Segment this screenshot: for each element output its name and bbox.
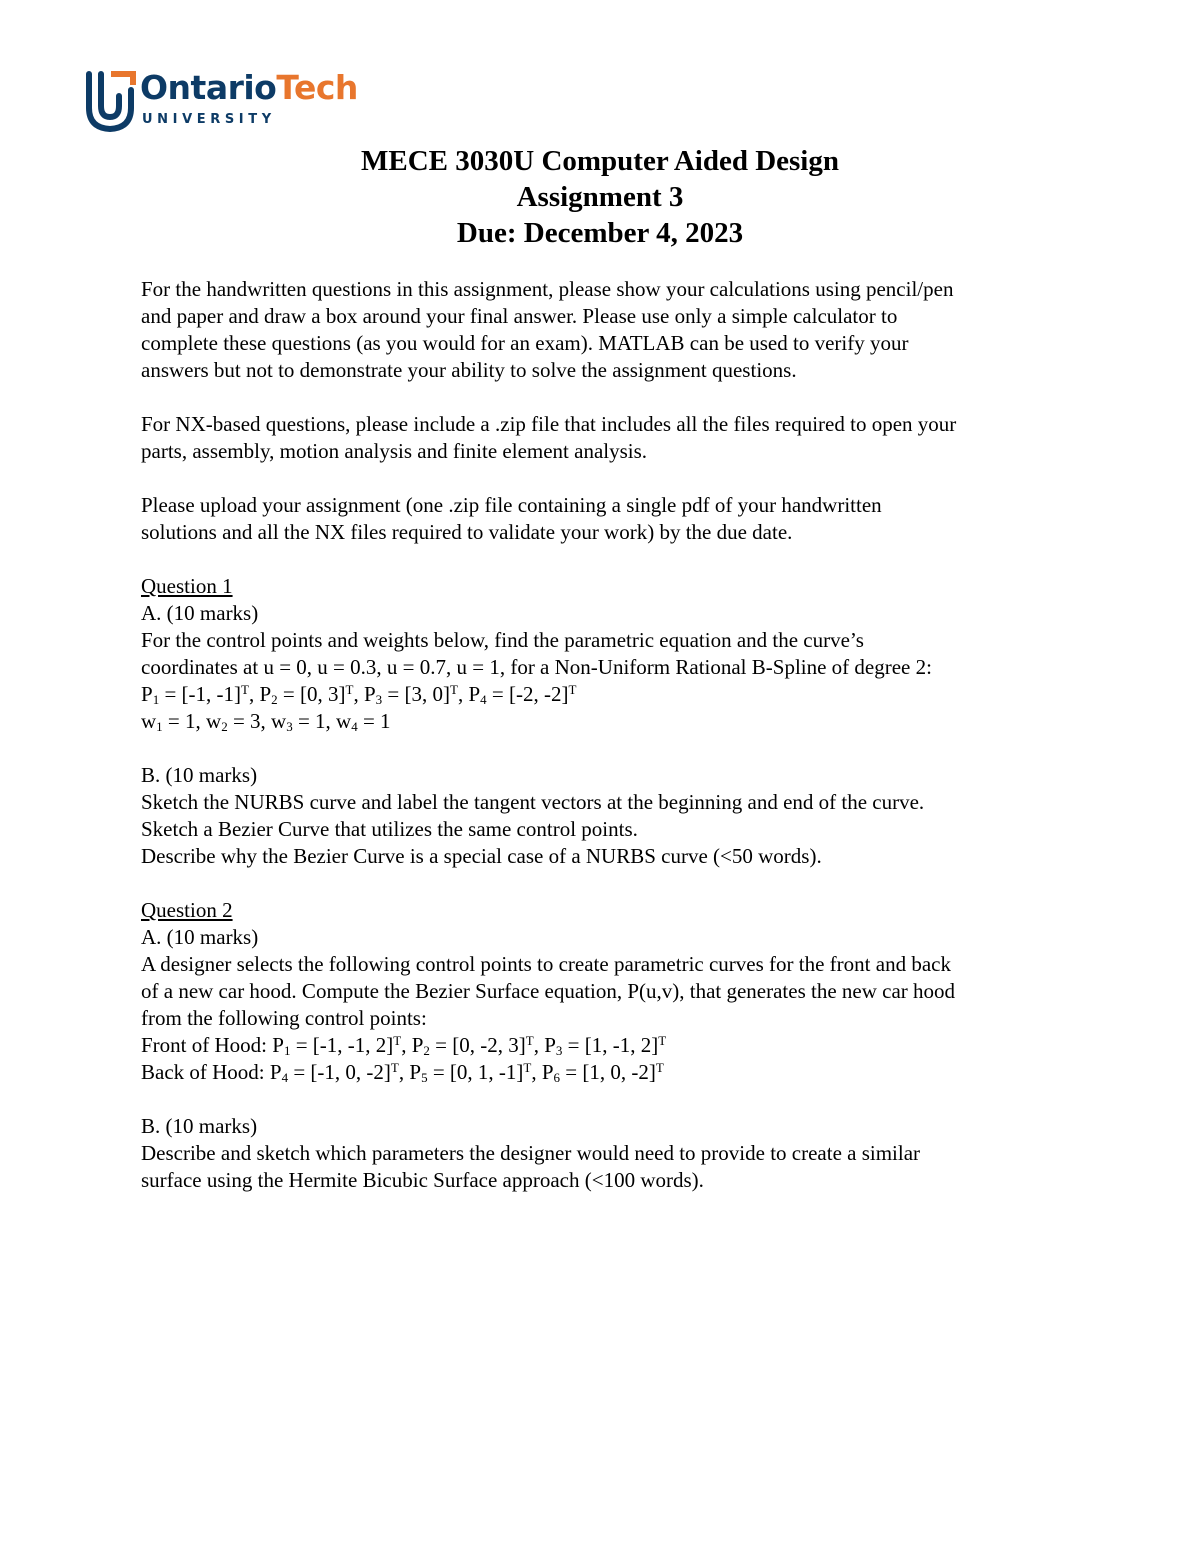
symbol-index: 2: [423, 1043, 430, 1058]
logo-word-accent: Tech: [276, 68, 358, 107]
back-of-hood-label: Back of Hood:: [141, 1060, 270, 1084]
symbol-value: = [1, 0, -2]: [560, 1060, 656, 1084]
symbol: P: [411, 1033, 424, 1057]
symbol-index: 4: [351, 719, 358, 734]
paragraph-line: For the handwritten questions in this assignment, please show your calculations using pencil/pen: [141, 277, 954, 301]
paragraph-line: of a new car hood. Compute the Bezier Surface equation, P(u,v), that generates the new car hood: [141, 979, 956, 1003]
paragraph-line: parts, assembly, motion analysis and finite element analysis.: [141, 439, 648, 463]
symbol-value: = [3, 0]: [382, 682, 450, 706]
front-of-hood-label: Front of Hood:: [141, 1033, 273, 1057]
transpose-mark: T: [658, 1033, 667, 1048]
symbol-index: 3: [286, 719, 293, 734]
symbol-index: 2: [221, 719, 228, 734]
symbol-value: = [-2, -2]: [486, 682, 569, 706]
transpose-mark: T: [523, 1060, 532, 1075]
paragraph-line: Please upload your assignment (one .zip file containing a single pdf of your handwritten: [141, 493, 882, 517]
paragraph-line: A designer selects the following control points to create parametric curves for the front and back: [141, 952, 951, 976]
q2-part-a-marks: A. (10 marks): [141, 925, 259, 949]
symbol: P: [141, 682, 153, 706]
transpose-mark: T: [241, 682, 249, 697]
due-date: Due: December 4, 2023: [456, 217, 744, 249]
symbol-value: = 1: [292, 709, 326, 733]
question-1: [141, 573, 1071, 870]
q2-front-points: Front of Hood: $P_1 = [-1$, -1, 2]$^T$, $P_2 = [0$, -2, 3]$^T$, $P_3 = [1$, -1, 2]$^T$: [141, 1033, 667, 1058]
symbol-value: = [0, -2, 3]: [429, 1033, 526, 1057]
logo-wordmark: [140, 68, 358, 107]
symbol: P: [468, 682, 481, 706]
symbol-index: 3: [375, 692, 383, 707]
q2-part-b-marks: B. (10 marks): [141, 1114, 258, 1138]
upload-note-paragraph: [141, 492, 1071, 546]
symbol: P: [363, 682, 376, 706]
q2-back-points: Back of Hood: $P_4 = [-1$, 0, -2]$^T$, $P_5 = [0$, 1, -1]$^T$, $P_6 = [1$, 0, -2]$^T$: [141, 1060, 664, 1085]
symbol-value: = [1, -1, 2]: [562, 1033, 659, 1057]
symbol: P: [544, 1033, 556, 1057]
q1-weights: $w_1 = 1$, $w_2 = 3$, $w_3 = 1$, $w_4 = 1$: [141, 709, 391, 734]
transpose-mark: T: [449, 682, 458, 697]
paragraph-line: answers but not to demonstrate your ability to solve the assignment questions.: [141, 358, 797, 382]
symbol-value: = 1: [357, 709, 391, 733]
paragraph-line: from the following control points:: [141, 1006, 427, 1030]
symbol-index: 4: [480, 692, 487, 707]
symbol-value: = 1: [162, 709, 196, 733]
paragraph-line: Sketch a Bezier Curve that utilizes the same control points.: [141, 817, 638, 841]
paragraph-line: Describe why the Bezier Curve is a special case of a NURBS curve (<50 words).: [141, 844, 822, 868]
symbol-value: = [-1, -1]: [159, 682, 242, 706]
question-2-heading: Question 2: [141, 898, 233, 922]
paragraph-line: Describe and sketch which parameters the designer would need to provide to create a similar: [141, 1141, 921, 1165]
transpose-mark: T: [390, 1060, 399, 1075]
symbol: w: [336, 709, 352, 733]
symbol-value: = 3: [227, 709, 261, 733]
symbol: P: [269, 1060, 282, 1084]
symbol-index: 4: [281, 1070, 289, 1085]
symbol: w: [141, 709, 157, 733]
q1-control-points: $P_1 = [-1$, -1]$^T$, $P_2 = [0$, 3]$^T$, $P_3 = [3$, 0]$^T$, $P_4 = [-2$, -2]$^T$: [141, 682, 577, 707]
paragraph-line: and paper and draw a box around your final answer. Please use only a simple calculator to: [141, 304, 898, 328]
symbol-value: = [-1, 0, -2]: [288, 1060, 391, 1084]
paragraph-line: solutions and all the NX files required to validate your work) by the due date.: [141, 520, 793, 544]
document-body: [141, 276, 1071, 1194]
symbol-index: 3: [555, 1043, 563, 1058]
symbol-value: = [0, 3]: [277, 682, 346, 706]
logo-subtitle: UNIVERSITY: [142, 112, 276, 127]
symbol-index: 1: [283, 1043, 291, 1058]
q1-part-b-marks: B. (10 marks): [141, 763, 258, 787]
document-title: [0, 143, 1200, 251]
paragraph-line: coordinates at u = 0, u = 0.3, u = 0.7, u = 1, for a Non-Uniform Rational B-Spline of degree 2:: [141, 655, 932, 679]
symbol-value: = [0, 1, -1]: [427, 1060, 524, 1084]
course-title: MECE 3030U Computer Aided Design: [361, 145, 839, 177]
symbol-value: = [-1, -1, 2]: [290, 1033, 394, 1057]
nx-note-paragraph: [141, 411, 1071, 465]
symbol: P: [409, 1060, 422, 1084]
shield-mark-icon: [86, 70, 138, 132]
symbol-index: 2: [271, 692, 278, 707]
symbol: P: [541, 1060, 554, 1084]
transpose-mark: T: [655, 1060, 664, 1075]
transpose-mark: T: [568, 682, 577, 697]
q1-part-a-marks: A. (10 marks): [141, 601, 259, 625]
transpose-mark: T: [345, 682, 354, 697]
symbol-index: 1: [152, 692, 160, 707]
intro-paragraph: [141, 276, 1071, 384]
paragraph-line: For NX-based questions, please include a .zip file that includes all the files required to open your: [141, 412, 957, 436]
question-1-heading: Question 1: [141, 574, 233, 598]
university-logo: [86, 70, 356, 132]
symbol-index: 6: [553, 1070, 561, 1085]
transpose-mark: T: [525, 1033, 534, 1048]
question-2: [141, 897, 1071, 1194]
symbol: P: [272, 1033, 284, 1057]
transpose-mark: T: [393, 1033, 402, 1048]
paragraph-line: Sketch the NURBS curve and label the tangent vectors at the beginning and end of the curve.: [141, 790, 925, 814]
paragraph-line: surface using the Hermite Bicubic Surface approach (<100 words).: [141, 1168, 704, 1192]
symbol-index: 1: [156, 719, 163, 734]
assignment-title: Assignment 3: [516, 181, 684, 213]
paragraph-line: complete these questions (as you would for an exam). MATLAB can be used to verify your: [141, 331, 909, 355]
symbol: w: [271, 709, 287, 733]
paragraph-line: For the control points and weights below, find the parametric equation and the curve’s: [141, 628, 864, 652]
symbol: w: [206, 709, 222, 733]
logo-word-main: Ontario: [140, 68, 277, 107]
symbol: P: [259, 682, 272, 706]
symbol-index: 5: [421, 1070, 428, 1085]
